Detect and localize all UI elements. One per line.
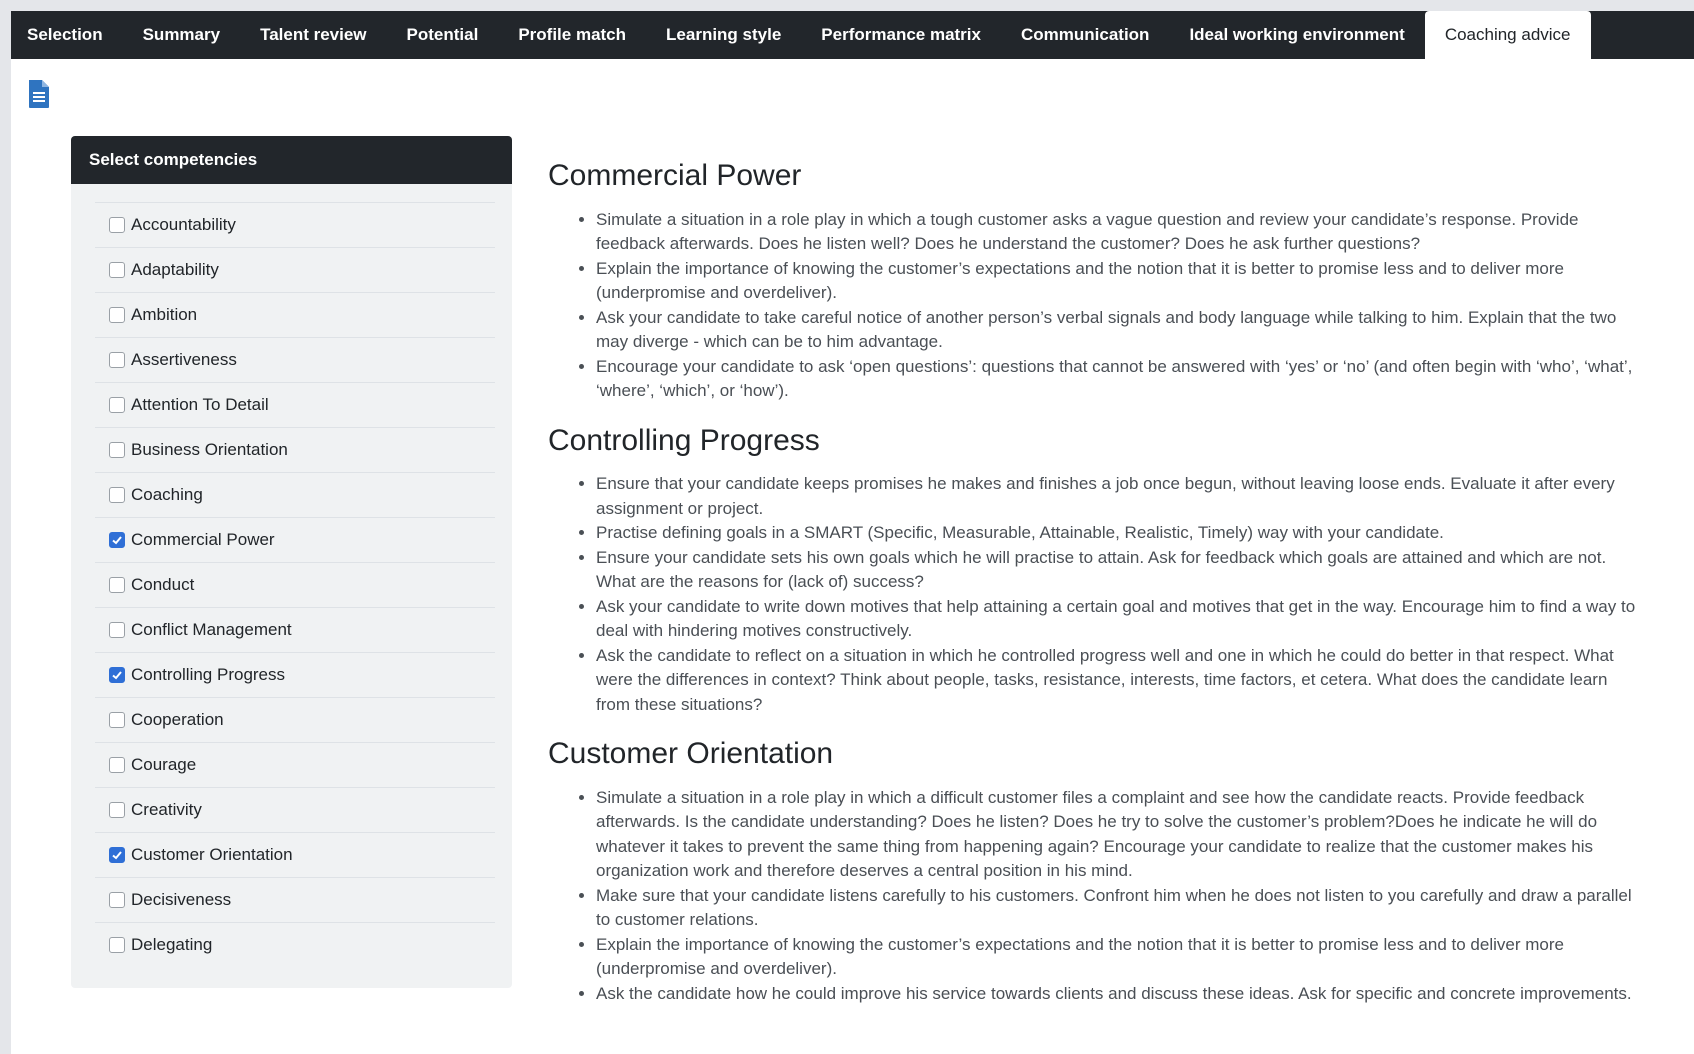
competency-item[interactable] [95, 832, 495, 877]
document-icon[interactable] [27, 79, 51, 109]
advice-bullet: • Make sure that your candidate listens carefully to his customers. Confront him when he does not listen to you carefully and draw a parallel to customer relations. [596, 884, 1638, 933]
advice-bullet: • Ensure your candidate sets his own goals which he will practise to attain. Ask for feedback which goals are attained and which are not. What are the reasons for (lack of) success? [596, 546, 1638, 595]
competency-label: Ambition [131, 305, 198, 324]
competencies-list[interactable] [95, 202, 495, 972]
competency-label: Customer Orientation [131, 845, 293, 864]
advice-bullet: • Ask your candidate to take careful notice of another person’s verbal signals and body language while talking to him. Explain that the two may diverge - which can be to him advantage. [596, 306, 1638, 355]
advice-list [548, 786, 1638, 1007]
competency-label: Courage [131, 755, 197, 774]
competency-item[interactable] [95, 427, 495, 472]
competency-item[interactable] [95, 607, 495, 652]
tab-performance-matrix[interactable]: Performance matrix [821, 25, 981, 44]
advice-bullet: • Ask your candidate to write down motives that help attaining a certain goal and motives that get in the way. Encourage him to find a way to deal with hindering motives constructively. [596, 595, 1638, 644]
competency-checkbox[interactable] [109, 352, 125, 368]
competency-item[interactable] [95, 202, 495, 247]
competency-checkbox[interactable] [109, 532, 125, 548]
advice-bullet: • Explain the importance of knowing the customer’s expectations and the notion that it is better to promise less and to deliver more (underpromise and overdeliver). [596, 257, 1638, 306]
competency-item[interactable] [95, 382, 495, 427]
advice-bullet: • Ensure that your candidate keeps promises he makes and finishes a job once begun, without leaving loose ends. Evaluate it after every assignment or project. [596, 472, 1638, 521]
competency-checkbox[interactable] [109, 577, 125, 593]
tab-profile-match[interactable]: Profile match [518, 25, 627, 44]
advice-section-title: Controlling Progress [548, 423, 820, 457]
competency-label: Assertiveness [131, 350, 237, 369]
competency-checkbox[interactable] [109, 487, 125, 503]
competency-label: Cooperation [131, 710, 224, 729]
tab-selection[interactable]: Selection [27, 25, 103, 44]
advice-section-title: Customer Orientation [548, 737, 834, 770]
competency-checkbox[interactable] [109, 307, 125, 323]
advice-section [548, 159, 1638, 404]
coaching-advice-content [548, 159, 1638, 1026]
competency-label: Decisiveness [131, 890, 232, 909]
competency-item[interactable] [95, 877, 495, 922]
competency-checkbox[interactable] [109, 847, 125, 863]
advice-list [548, 472, 1638, 717]
competency-item[interactable] [95, 337, 495, 382]
check-icon [111, 534, 123, 546]
competencies-panel [71, 136, 512, 988]
competency-checkbox[interactable] [109, 712, 125, 728]
competency-label: Conflict Management [131, 620, 292, 639]
competency-checkbox[interactable] [109, 667, 125, 683]
check-icon [111, 669, 123, 681]
competency-label: Creativity [131, 800, 202, 819]
advice-bullet: • Encourage your candidate to ask ‘open questions’: questions that cannot be answered with ‘yes’ or ‘no’ (and often begin with ‘who’, ‘what’, ‘where’, ‘which’, or ‘how’). [596, 355, 1638, 404]
advice-bullet: • Ask the candidate how he could improve his service towards clients and discuss these ideas. Ask for specific and concrete improvements. [596, 982, 1638, 1007]
advice-bullet: • Ask the candidate to reflect on a situation in which he controlled progress well and one in which he could do better in that respect. What were the differences in context? Think about people, tasks, resistance, interests, time factors, et cetera. What does the candidate learn from these situations? [596, 644, 1638, 718]
competency-checkbox[interactable] [109, 622, 125, 638]
advice-bullet: • Explain the importance of knowing the customer’s expectations and the notion that it is better to promise less and to deliver more (underpromise and overdeliver). [596, 933, 1638, 982]
tab-bar [11, 11, 1694, 59]
tab-learning-style[interactable]: Learning style [666, 25, 782, 44]
advice-bullet: • Practise defining goals in a SMART (Specific, Measurable, Attainable, Realistic, Timely) way with your candidate. [596, 521, 1638, 546]
competency-checkbox[interactable] [109, 892, 125, 908]
tab-ideal-working-environment[interactable]: Ideal working environment [1189, 25, 1405, 44]
advice-section [548, 737, 1638, 1006]
advice-bullet: • Simulate a situation in a role play in which a tough customer asks a vague question and review your candidate’s response. Provide feedback afterwards. Does he listen well? Does he understand the customer? Does he ask further questions? [596, 208, 1638, 257]
competency-checkbox[interactable] [109, 262, 125, 278]
competency-item[interactable] [95, 787, 495, 832]
advice-section-title: Commercial Power [548, 159, 802, 192]
competency-label: Business Orientation [131, 440, 288, 459]
competency-checkbox[interactable] [109, 217, 125, 233]
competency-checkbox[interactable] [109, 397, 125, 413]
tab-communication[interactable]: Communication [1020, 25, 1150, 44]
tab-potential[interactable]: Potential [406, 25, 479, 44]
competency-item[interactable] [95, 562, 495, 607]
competency-item[interactable] [95, 697, 495, 742]
competency-label: Commercial Power [131, 530, 275, 549]
competency-item[interactable] [95, 292, 495, 337]
advice-list [548, 208, 1638, 404]
check-icon [111, 849, 123, 861]
competency-label: Accountability [131, 215, 236, 234]
tab-talent-review[interactable]: Talent review [260, 25, 367, 44]
tab-coaching-advice[interactable]: Coaching advice [1425, 11, 1591, 59]
competency-item[interactable] [95, 517, 495, 562]
tab-summary[interactable]: Summary [142, 25, 221, 44]
competency-checkbox[interactable] [109, 442, 125, 458]
competency-label: Adaptability [131, 260, 219, 279]
competency-item[interactable] [95, 922, 495, 967]
advice-section [548, 424, 1638, 718]
competency-checkbox[interactable] [109, 802, 125, 818]
advice-bullet: • Simulate a situation in a role play in which a difficult customer files a complaint and see how the candidate reacts. Provide feedback afterwards. Is the candidate understanding? Does he listen? Does he try to solve the customer’s problem?Does he indicate he will do whatever it takes to prevent the same thing from happening again? Encourage your candidate to realize that the customer makes his organization work and therefore deserves a central position in his mind. [596, 786, 1638, 884]
competency-checkbox[interactable] [109, 937, 125, 953]
competency-label: Coaching [131, 485, 203, 504]
app-frame [11, 11, 1694, 1054]
competency-checkbox[interactable] [109, 757, 125, 773]
competency-item[interactable] [95, 742, 495, 787]
competency-label: Attention To Detail [131, 395, 269, 414]
competency-label: Controlling Progress [131, 665, 286, 684]
competency-item[interactable] [95, 247, 495, 292]
competency-label: Delegating [131, 935, 213, 954]
competency-item[interactable] [95, 652, 495, 697]
competency-item[interactable] [95, 472, 495, 517]
competencies-panel-title: Select competencies [71, 136, 512, 184]
competency-label: Conduct [131, 575, 195, 594]
